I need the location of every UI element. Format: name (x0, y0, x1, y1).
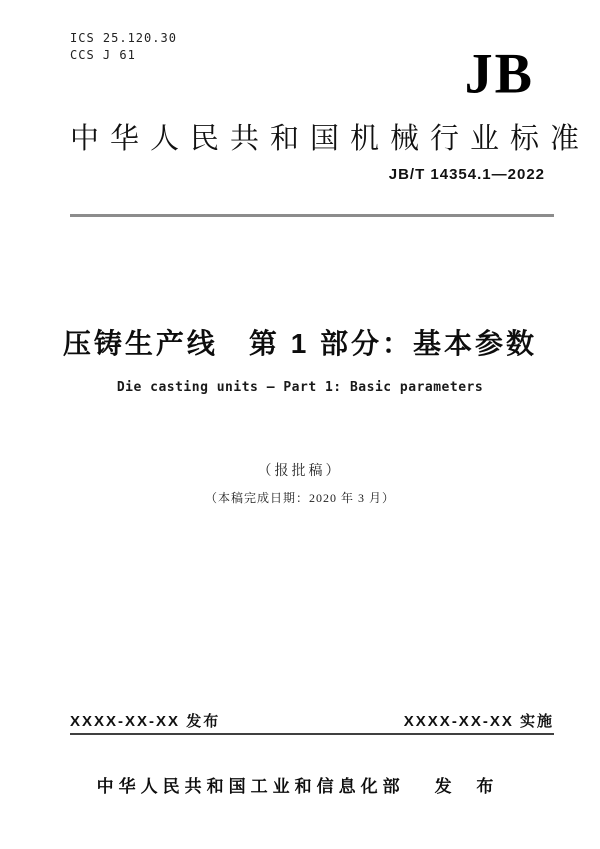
draft-completion-date-note: （本稿完成日期：2020 年 3 月） (204, 491, 395, 505)
date-row (70, 710, 554, 731)
ics-code: ICS 25.120.30 (70, 31, 177, 45)
jb-logo: JB (464, 42, 534, 106)
header-divider-rule (70, 214, 554, 217)
publish-label: 发 布 (434, 777, 504, 796)
publisher-row (0, 772, 600, 797)
draft-stage-note: （报批稿） (257, 464, 343, 479)
ccs-code: CCS J 61 (70, 48, 136, 62)
issue-date: XXXX-XX-XX 发布 (70, 713, 221, 730)
footer-divider-rule (70, 733, 554, 735)
standard-name-heading: 中华人民共和国机械行业标准 (70, 123, 591, 155)
classification-codes (70, 30, 177, 64)
document-title-english: Die casting units — Part 1: Basic parameters (116, 380, 484, 395)
document-title-chinese: 压铸生产线 第 1 部分：基本参数 (62, 328, 538, 359)
standard-code: JB/T 14354.1—2022 (388, 166, 545, 183)
publisher-name: 中华人民共和国工业和信息化部 (96, 777, 405, 796)
implementation-date: XXXX-XX-XX 实施 (403, 713, 554, 730)
